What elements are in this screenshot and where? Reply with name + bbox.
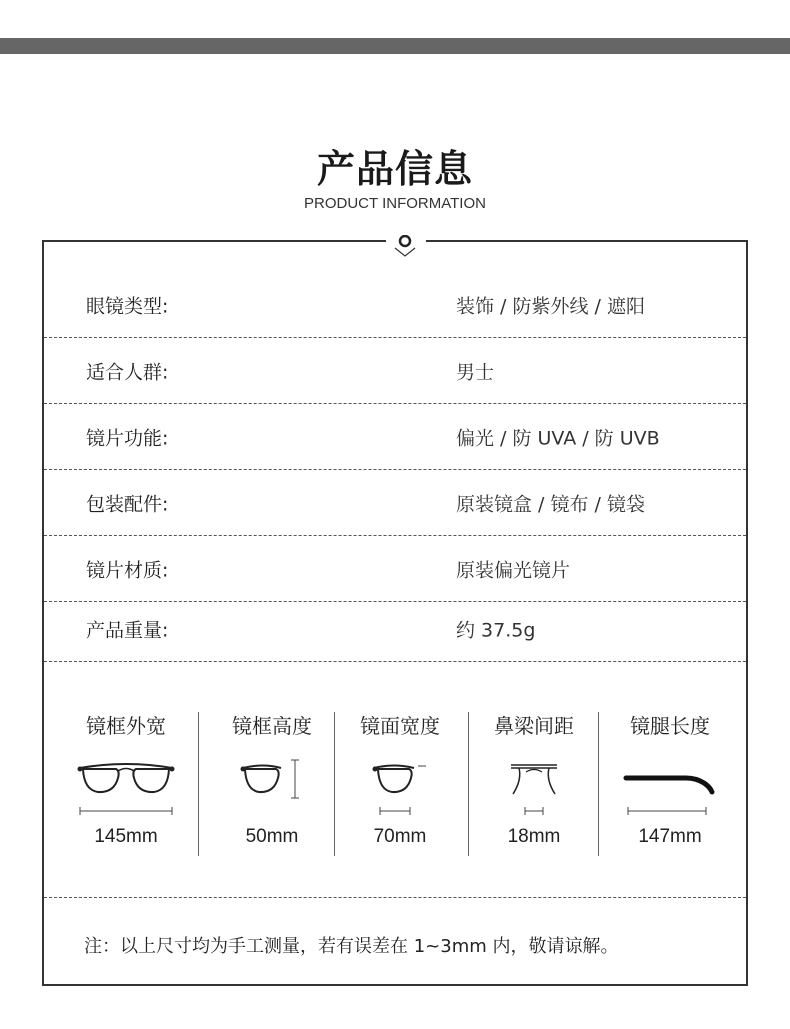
measure-label: 镜框高度 <box>232 714 312 738</box>
section-title: 产品信息 <box>316 147 473 191</box>
measure-frame-width <box>64 710 188 856</box>
spec-value: 偏光 / 防 UVA / 防 UVB <box>456 427 660 449</box>
spec-label: 适合人群: <box>86 361 169 383</box>
measurements-section <box>44 662 746 898</box>
lens-width-icon <box>370 758 430 820</box>
bridge-width-icon <box>509 758 559 820</box>
spec-row-lens-function <box>44 404 746 470</box>
measure-frame-height <box>208 710 336 856</box>
measure-value: 18mm <box>507 826 561 847</box>
spec-value: 男士 <box>456 361 495 383</box>
measure-lens-width <box>342 710 458 856</box>
top-banner-bar <box>0 38 790 54</box>
spec-label: 产品重量: <box>86 619 169 641</box>
section-subtitle: PRODUCT INFORMATION <box>304 195 486 212</box>
measure-label: 鼻梁间距 <box>494 714 574 738</box>
ring-chevron-icon <box>394 235 416 261</box>
lens-height-icon <box>237 758 307 820</box>
measure-value: 70mm <box>373 826 427 847</box>
measure-label: 镜框外宽 <box>86 714 166 738</box>
measure-label: 镜面宽度 <box>360 714 440 738</box>
temple-length-icon <box>622 758 718 820</box>
spec-value: 装饰 / 防紫外线 / 遮阳 <box>456 295 645 317</box>
measure-bridge-width <box>476 710 592 856</box>
product-info-panel <box>42 240 748 986</box>
glasses-front-width-icon <box>74 758 178 820</box>
measure-value: 50mm <box>245 826 299 847</box>
spec-label: 镜片材质: <box>86 559 169 581</box>
spec-value: 原装偏光镜片 <box>456 559 571 581</box>
spec-label: 眼镜类型: <box>86 295 169 317</box>
spec-row-accessories <box>44 470 746 536</box>
measure-temple-length <box>604 710 736 856</box>
spec-value: 原装镜盒 / 镜布 / 镜袋 <box>456 493 645 515</box>
measure-value: 145mm <box>94 826 158 847</box>
spec-value: 约 37.5g <box>456 619 536 641</box>
measure-value: 147mm <box>638 826 702 847</box>
spec-row-glasses-type <box>44 272 746 338</box>
spec-label: 镜片功能: <box>86 427 169 449</box>
spec-row-weight <box>44 596 746 662</box>
spec-row-lens-material <box>44 536 746 602</box>
spec-label: 包装配件: <box>86 493 169 515</box>
spec-row-target-users <box>44 338 746 404</box>
measure-label: 镜腿长度 <box>630 714 710 738</box>
measurement-note: 注：以上尺寸均为手工测量，若有误差在 1~3mm 内，敬请谅解。 <box>84 936 619 957</box>
